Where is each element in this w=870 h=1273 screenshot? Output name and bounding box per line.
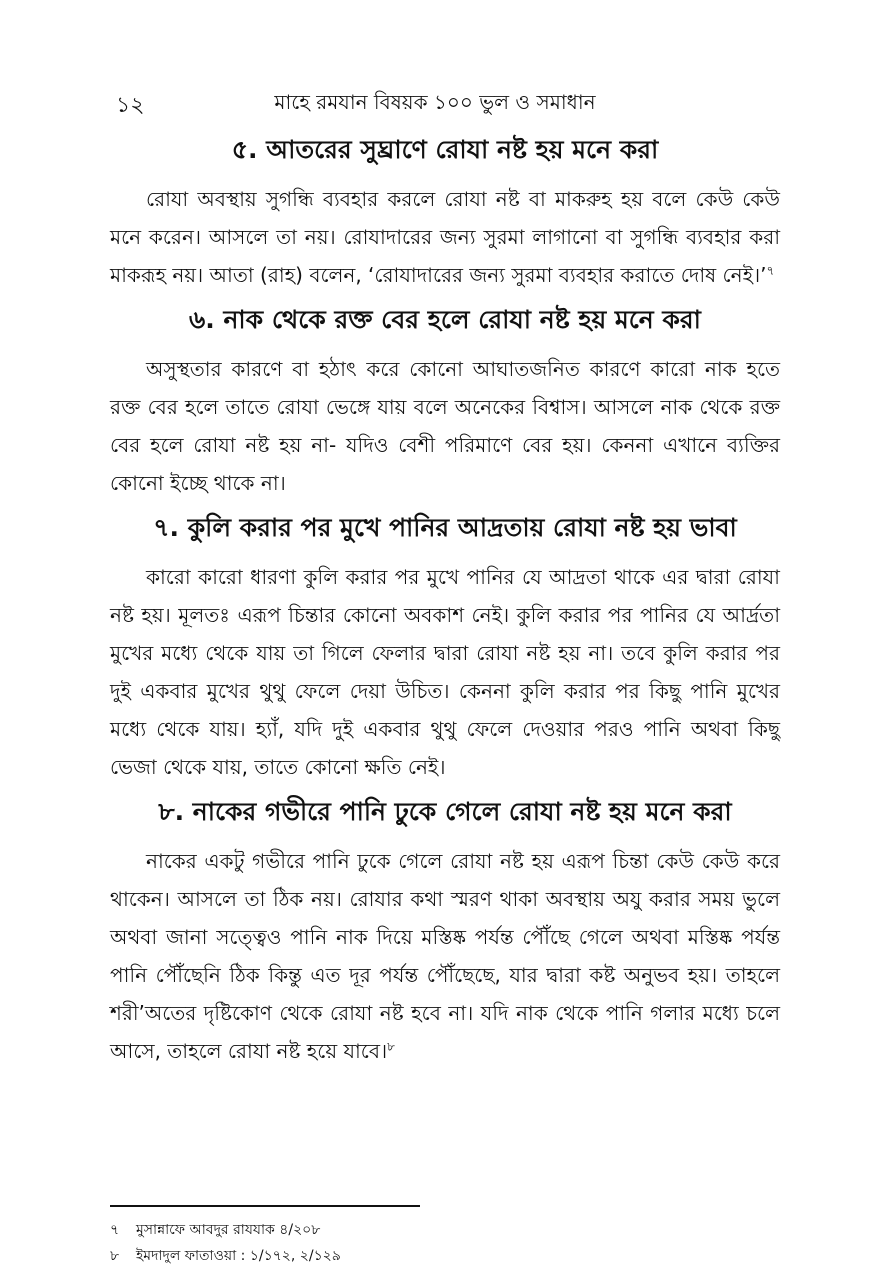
footnote-mark: ৭ (110, 1222, 120, 1238)
footnote-mark: ৮ (110, 1248, 120, 1264)
section-8 (110, 794, 780, 1070)
section-6 (110, 302, 780, 502)
section-paragraph (110, 558, 780, 786)
section-heading: ৭. কুলি করার পর মুখে পানির আদ্রতায় রোযা নষ্ট হয় ভাবা (153, 513, 737, 542)
section-heading: ৫. আতরের সুঘ্রাণে রোযা নষ্ট হয় মনে করা (231, 135, 659, 164)
footnote-text: ইমদাদুল ফাতাওয়া : ১/১৭২, ২/১২৯ (136, 1248, 341, 1264)
footnote-item (110, 1243, 780, 1269)
running-title: মাহে রমযান বিষয়ক ১০০ ভুল ও সমাধান (274, 90, 596, 114)
paragraph-text: নাকের একটু গভীরে পানি ঢুকে গেলে রোযা নষ্ট হয় এরূপ চিন্তা কেউ কেউ করে থাকেন। আসলে তা ঠিক নয়। রোযার কথা স্মরণ থাকা অবস্থায় অযু করার সময় ভুলে অথবা জানা সত্ত্বেও পানি নাক দিয়ে মস্তিষ্ক পর্যন্ত পৌঁছে গেলে অথবা মস্তিষ্ক পর্যন্ত পানি পৌঁছেনি ঠিক কিন্তু এত দূর পর্যন্ত পৌঁছেছে, যার দ্বারা কষ্ট অনুভব হয়। তাহলে শরী’অতের দৃষ্টিকোণ থেকে রোযা নষ্ট হবে না। যদি নাক থেকে পানি গলার মধ্যে চলে আসে, তাহলে রোযা নষ্ট হয়ে যাবে। (110, 849, 780, 1063)
footnote-item (110, 1217, 780, 1243)
paragraph-text: অসুস্থতার কারণে বা হঠাৎ করে কোনো আঘাতজনিত কারণে কারো নাক হতে রক্ত বের হলে তাতে রোযা ভেঙ্গে যায় বলে অনেকের বিশ্বাস। আসলে নাক থেকে রক্ত বের হলে রোযা নষ্ট হয় না- যদিও বেশী পরিমাণে বের হয়। কেননা এখানে ব্যক্তির কোনো ইচ্ছে থাকে না। (110, 357, 780, 495)
footnote-ref: ৭ (766, 263, 775, 278)
page-content (110, 132, 780, 1078)
section-paragraph (110, 180, 780, 294)
paragraph-text: রোযা অবস্থায় সুগন্ধি ব্যবহার করলে রোযা নষ্ট বা মাকরুহ হয় বলে কেউ কেউ মনে করেন। আসলে তা নয়। রোযাদারের জন্য সুরমা লাগানো বা সুগন্ধি ব্যবহার করা মাকরূহ নয়। আতা (রাহ) বলেন, ‘রোযাদারের জন্য সুরমা ব্যবহার করাতে দোষ নেই।’ (110, 187, 780, 287)
page-header (0, 88, 870, 128)
footnote-divider (110, 1205, 420, 1207)
footnote-ref: ৮ (387, 1039, 395, 1054)
section-paragraph (110, 842, 780, 1070)
page-number: ১২ (116, 93, 145, 118)
footnote-text: মুসান্নাফে আবদুর রাযযাক ৪/২০৮ (136, 1222, 321, 1238)
footnotes (110, 1205, 780, 1269)
section-heading: ৮. নাকের গভীরে পানি ঢুকে গেলে রোযা নষ্ট হয় মনে করা (158, 797, 732, 826)
section-7 (110, 510, 780, 786)
paragraph-text: কারো কারো ধারণা কুলি করার পর মুখে পানির যে আদ্রতা থাকে এর দ্বারা রোযা নষ্ট হয়। মূলতঃ এরূপ চিন্তার কোনো অবকাশ নেই। কুলি করার পর পানির যে আর্দ্রতা মুখের মধ্যে থেকে যায় তা গিলে ফেলার দ্বারা রোযা নষ্ট হয় না। তবে কুলি করার পর দুই একবার মুখের থুথু ফেলে দেয়া উচিত। কেননা কুলি করার পর কিছু পানি মুখের মধ্যে থেকে যায়। হ্যাঁ, যদি দুই একবার থুথু ফেলে দেওয়ার পরও পানি অথবা কিছু ভেজা থেকে যায়, তাতে কোনো ক্ষতি নেই। (110, 565, 780, 779)
section-5 (110, 132, 780, 294)
section-paragraph (110, 350, 780, 502)
section-heading: ৬. নাক থেকে রক্ত বের হলে রোযা নষ্ট হয় মনে করা (189, 305, 701, 334)
